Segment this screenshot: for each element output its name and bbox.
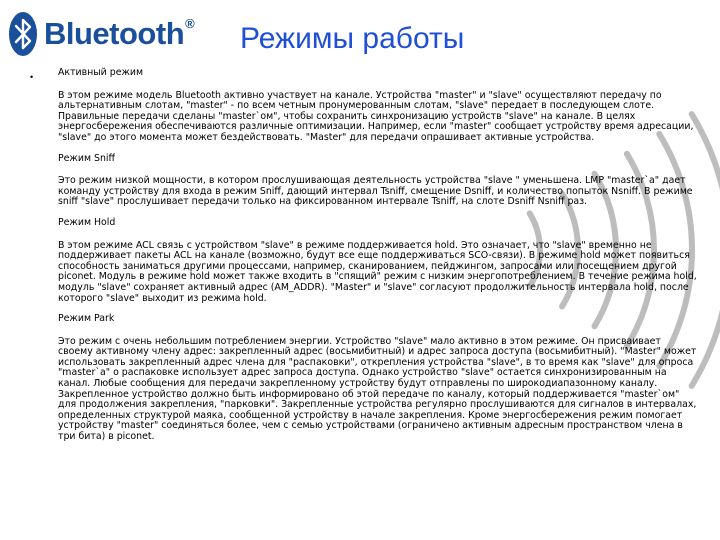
bluetooth-logo xyxy=(8,10,194,58)
page-title: Режимы работы xyxy=(240,22,465,55)
section-text-hold: В этом режиме ACL связь с устройством "slave" в режиме поддерживается hold. Это означает, что "slave" временно не поддерживает пакеты ACL на канале (возможно, будут все еще поддерживаться SCO-связи). В режиме hold может появиться способность заниматься другими процессами, например, сканированием, пейджингом, запросами или посещением другой piconet. Модуль в режиме hold может также входить в "спящий" режим с низким энергопотреблением. В течение режима hold, модуль "slave" сохраняет активный адрес (AM_ADDR). "Master" и "slave" согласуют продолжительность интервала hold, после которого "slave" выходит из режима hold. xyxy=(58,239,697,304)
section-text-park: Это режим с очень небольшим потреблением энергии. Устройство "slave" мало активно в этом режиме. Он присваивает своему активному члену адрес: закрепленный адрес (восьмибитный) и адрес запроса доступа (восьмибитный). "Master" может использовать закрепленный адрес члена для "распаковки", открепления устройства "slave", в то время как "slave" для опроса "master`а" о распаковке использует адрес запроса доступа. Однако устройство "slave" остается синхронизированным на канал. Любые сообщения для передачи закрепленному устройству будут отправлены по широкодиапазонному каналу. Закрепленное устройство должно быть информировано об этой передаче по каналу, который поддерживается "master`ом" для продолжения закрепления, "парковки". Закрепленные устройства регулярно прослушиваются для сигналов в интервалах, определенных структурой маяка, сообщенной устройству в начале закрепления. Кроме энергосбережения режим помогает устройству "master" соединяться более, чем с семью устройствами (ограничено активным адресным пространством члена в три бита) в piconet. xyxy=(58,335,697,443)
logo-wordmark: Bluetooth® xyxy=(44,16,195,51)
section-heading-sniff: Режим Sniff xyxy=(58,152,115,164)
section-heading-active: Активный режим xyxy=(58,67,144,78)
bullet-dot-icon: • xyxy=(30,72,34,82)
section-text-active: В этом режиме модель Bluetooth активно участвует на канале. Устройства "master" и "slave" осуществляют передачу по альтернативным слотам, "master" - по всем четным пронумерованным слотам, "slave" передает в последующем слоте. Правильные передачи сделаны "master`ом", чтобы сохранить синхронизацию устройств "slave" на канале. В целях энергосбережения обеспечиваются различные оптимизации. Например, если "master" сообщает устройству время адресации, "slave" до этого момента может бездействовать. "Master" для передачи опрашивает активные устройства. xyxy=(58,89,694,143)
section-heading-park: Режим Park xyxy=(58,313,115,325)
bluetooth-rune-icon xyxy=(8,11,38,57)
content-body xyxy=(58,68,698,443)
section-heading-hold: Режим Hold xyxy=(58,216,116,228)
registered-mark: ® xyxy=(185,16,195,31)
section-text-sniff: Это режим низкой мощности, в котором прослушивающая деятельность устройства "slave " уменьшена. LMP "master`а" дает команду устройству для входа в режим Sniff, дающий интервал Tsniff, смещение Dsniff, и количество попыток Nsniff. В режиме sniff "slave" прослушивает передачи только на фиксированном интервале Tsniff, на слоте Dsniff Nsniff раз. xyxy=(58,175,693,208)
